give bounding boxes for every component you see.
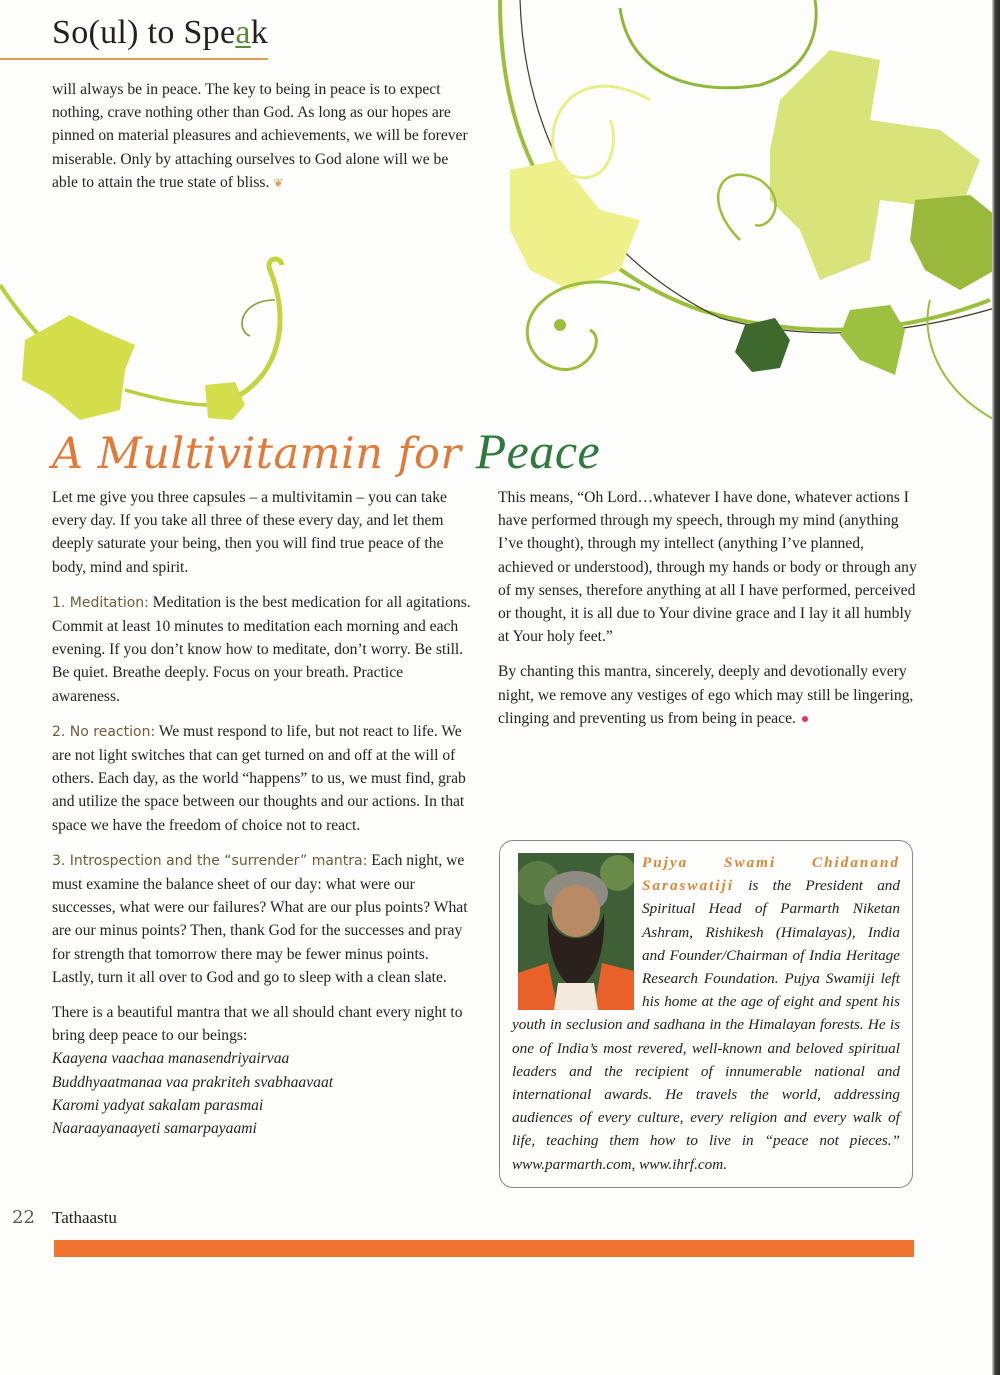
author-bio [512, 851, 900, 1176]
section-header-prefix: So(ul) to Spe [52, 14, 236, 51]
end-mark-icon [802, 716, 808, 722]
author-bio-box [499, 840, 913, 1188]
intro-paragraph: Let me give you three capsules – a multivitamin – you can take every day. If you take all three of these every day, and let them deeply saturate your being, then you will find true peace of the body, mind and spirit. [52, 489, 447, 576]
meaning-paragraph: This means, “Oh Lord…whatever I have done, whatever actions I have performed through my speech, through my mind (anything I’ve thought), through my intellect (anything I’ve planned, achieved or understood), through my hands or body or through any of my senses, therefore anything at all I have performed, perceived or thought, it is all due to Your divine grace and I lay it all humbly at Your holy feet.” [498, 489, 917, 646]
article-title [52, 422, 600, 480]
intro-text: will always be in peace. The key to being in peace is to expect nothing, crave nothing other than God. As long as our hopes are pinned on material pleasures and achievements, we will be forever miserable. Only by attaching ourselves to God alone will we be able to attain the true state of bliss. [52, 81, 468, 191]
author-bio-text: is the President and Spiritual Head of Parmarth Niketan Ashram, Rishikesh (Himalayas), India and Founder/Chairman of India Heritage Research Foundation. Pujya Swamiji left his home at the age of eight and spent his youth in seclusion and sadhana in the Himalayan forests. He is one of India’s most revered, well-known and beloved spiritual leaders and the recipient of innumerable national and international awards. He travels the world, addressing audiences of every culture, every religion and every walk of life, teaching them how to live in “peace not pieces.” www.parmarth.com, www.ihrf.com. [512, 877, 900, 1173]
article-title-accent: Peace [475, 423, 601, 479]
leaf-ornament-icon: ❦ [273, 175, 284, 190]
point-lead: 1. Meditation: [52, 594, 149, 611]
point-text: Each night, we must examine the balance sheet of our day: what were our successes, what were our failures? What are our plus points? What are our minus points? Then, thank God for the successes and pray for strength that tomorrow there may be fewer minus points. Lastly, turn it all over to God and go to sleep with a clean slate. [52, 851, 468, 986]
point-lead: 3. Introspection and the “surrender” mantra: [52, 852, 368, 869]
footer-bar [54, 1240, 914, 1257]
mantra-paragraph [52, 1001, 472, 1140]
point-lead: 2. No reaction: [52, 723, 156, 740]
author-name: Pujya Swami Chidanand Saraswatiji [642, 854, 900, 895]
vine-decoration [0, 0, 1000, 440]
left-column [52, 486, 472, 1152]
point-introspection [52, 849, 472, 989]
mantra-line: Kaayena vaachaa manasendriyairvaa [52, 1050, 290, 1068]
mantra-line: Karomi yadyat sakalam parasmai [52, 1096, 264, 1114]
page-number: 22 [12, 1207, 35, 1228]
closing-paragraph [498, 660, 918, 730]
section-header-accent: a [235, 14, 251, 51]
article-title-main: A Multivitamin for [52, 429, 476, 479]
section-header [52, 14, 268, 52]
section-header-suffix: k [250, 14, 269, 51]
mantra-intro: There is a beautiful mantra that we all should chant every night to bring deep peace to our beings: [52, 1004, 463, 1045]
intro-continuation [52, 78, 472, 195]
mantra-line: Buddhyaatmanaa vaa prakriteh svabhaavaat [52, 1073, 334, 1091]
magazine-name: Tathaastu [52, 1208, 117, 1227]
right-column [498, 486, 918, 742]
header-rule [0, 58, 268, 60]
point-meditation [52, 591, 472, 708]
mantra-line: Naaraayanaayeti samarpayaami [52, 1120, 257, 1138]
point-no-reaction [52, 720, 472, 837]
point-text: Meditation is the best medication for all agitations. Commit at least 10 minutes to meditation each morning and each evening. If you don’t know how to meditate, don’t worry. Be still. Be quiet. Breathe deeply. Focus on your breath. Practice awareness. [52, 593, 471, 705]
closing-text: By chanting this mantra, sincerely, deeply and devotionally every night, we remove any vestiges of ego which may still be lingering, clinging and preventing us from being in peace. [498, 663, 914, 727]
scan-page-edge [992, 0, 1000, 1375]
point-text: We must respond to life, but not react to life. We are not light switches that can get turned on and off at the will of others. Each day, as the world “happens” to us, we must find, grab and utilize the space between our thoughts and our actions. In that space we have the freedom of choice not to react. [52, 722, 466, 834]
